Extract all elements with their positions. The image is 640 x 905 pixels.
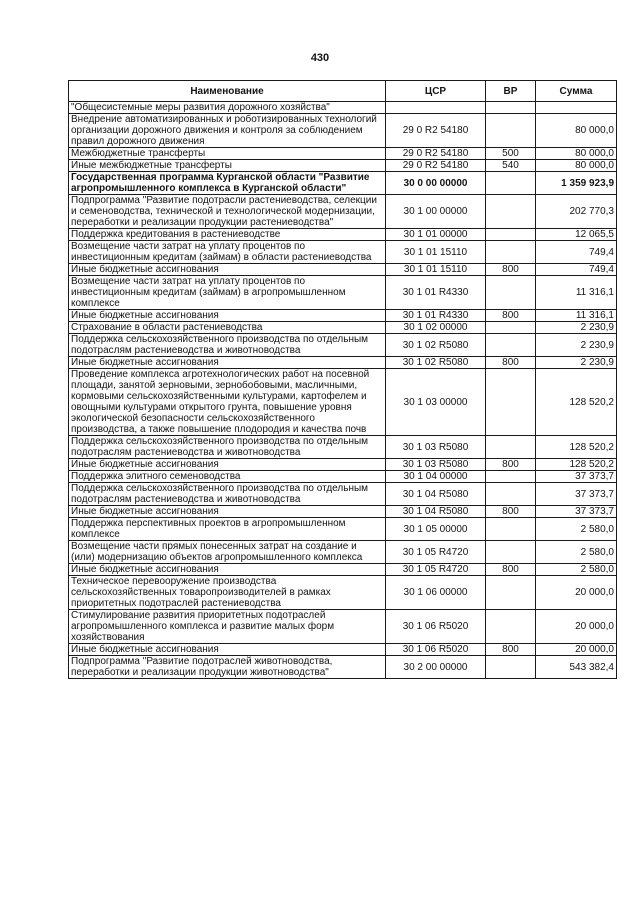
cell-sum: 2 580,0 xyxy=(536,541,617,564)
cell-vr: 800 xyxy=(486,459,536,471)
cell-sum: 128 520,2 xyxy=(536,459,617,471)
cell-sum: 1 359 923,9 xyxy=(536,172,617,195)
budget-table xyxy=(68,80,617,679)
cell-vr: 540 xyxy=(486,160,536,172)
cell-name: Поддержка сельскохозяйственного производства по отдельным подотраслям растениеводства и животноводства xyxy=(69,334,386,357)
cell-sum: 11 316,1 xyxy=(536,276,617,310)
header-vr: ВР xyxy=(486,81,536,102)
cell-vr xyxy=(486,483,536,506)
cell-name: Подпрограмма "Развитие подотрасли растениеводства, селекции и семеноводства, технической и технологической модернизации, переработки и реализации продукции растениеводства" xyxy=(69,195,386,229)
table-row xyxy=(69,229,617,241)
cell-vr xyxy=(486,229,536,241)
cell-vr xyxy=(486,518,536,541)
cell-csr: 29 0 R2 54180 xyxy=(386,160,486,172)
cell-vr xyxy=(486,471,536,483)
table-row xyxy=(69,114,617,148)
table-row xyxy=(69,506,617,518)
cell-sum: 202 770,3 xyxy=(536,195,617,229)
cell-vr xyxy=(486,102,536,114)
cell-vr xyxy=(486,610,536,644)
cell-csr: 30 1 01 15110 xyxy=(386,264,486,276)
cell-name: Подпрограмма "Развитие подотраслей животноводства, переработки и реализации продукции животноводства" xyxy=(69,656,386,679)
cell-name: Поддержка сельскохозяйственного производства по отдельным подотраслям растениеводства и животноводства xyxy=(69,436,386,459)
cell-sum: 543 382,4 xyxy=(536,656,617,679)
table-row xyxy=(69,471,617,483)
header-csr: ЦСР xyxy=(386,81,486,102)
table-header-row xyxy=(69,81,617,102)
cell-csr: 30 1 01 00000 xyxy=(386,229,486,241)
cell-name: Поддержка сельскохозяйственного производства по отдельным подотраслям растениеводства и животноводства xyxy=(69,483,386,506)
cell-sum: 128 520,2 xyxy=(536,369,617,436)
cell-vr xyxy=(486,656,536,679)
cell-name: Техническое перевооружение производства сельскохозяйственных товаропроизводителей в рамках приоритетных подотраслей растениеводства xyxy=(69,576,386,610)
cell-vr: 800 xyxy=(486,357,536,369)
cell-csr: 29 0 R2 54180 xyxy=(386,148,486,160)
table-body xyxy=(69,81,617,679)
cell-csr: 30 1 03 R5080 xyxy=(386,459,486,471)
table-row xyxy=(69,322,617,334)
cell-name: Возмещение части прямых понесенных затрат на создание и (или) модернизацию объектов агропромышленного комплекса xyxy=(69,541,386,564)
cell-vr xyxy=(486,334,536,357)
table-row xyxy=(69,334,617,357)
cell-vr: 800 xyxy=(486,264,536,276)
cell-sum: 37 373,7 xyxy=(536,471,617,483)
table-row xyxy=(69,610,617,644)
table-row xyxy=(69,102,617,114)
cell-name: Иные бюджетные ассигнования xyxy=(69,459,386,471)
cell-csr: 30 1 02 00000 xyxy=(386,322,486,334)
cell-vr: 800 xyxy=(486,564,536,576)
cell-csr: 29 0 R2 54180 xyxy=(386,114,486,148)
table-row xyxy=(69,436,617,459)
table-row xyxy=(69,518,617,541)
cell-csr: 30 1 01 15110 xyxy=(386,241,486,264)
cell-csr: 30 1 04 R5080 xyxy=(386,483,486,506)
cell-sum: 20 000,0 xyxy=(536,644,617,656)
table-row xyxy=(69,148,617,160)
table-row xyxy=(69,160,617,172)
cell-csr: 30 1 01 R4330 xyxy=(386,276,486,310)
table-row xyxy=(69,310,617,322)
cell-sum xyxy=(536,102,617,114)
cell-sum: 80 000,0 xyxy=(536,160,617,172)
cell-sum: 80 000,0 xyxy=(536,148,617,160)
table-row xyxy=(69,369,617,436)
cell-sum: 20 000,0 xyxy=(536,610,617,644)
cell-sum: 2 230,9 xyxy=(536,357,617,369)
cell-csr: 30 1 01 R4330 xyxy=(386,310,486,322)
cell-sum: 11 316,1 xyxy=(536,310,617,322)
header-sum: Сумма xyxy=(536,81,617,102)
cell-sum: 2 580,0 xyxy=(536,518,617,541)
cell-csr: 30 1 06 R5020 xyxy=(386,610,486,644)
cell-vr xyxy=(486,276,536,310)
cell-name: Поддержка элитного семеноводства xyxy=(69,471,386,483)
cell-sum: 128 520,2 xyxy=(536,436,617,459)
table-row xyxy=(69,541,617,564)
table-row xyxy=(69,276,617,310)
cell-sum: 2 230,9 xyxy=(536,322,617,334)
cell-name: Иные бюджетные ассигнования xyxy=(69,310,386,322)
cell-csr: 30 1 05 00000 xyxy=(386,518,486,541)
cell-name: Поддержка перспективных проектов в агропромышленном комплексе xyxy=(69,518,386,541)
cell-sum: 20 000,0 xyxy=(536,576,617,610)
table-row xyxy=(69,241,617,264)
cell-name: "Общесистемные меры развития дорожного хозяйства" xyxy=(69,102,386,114)
cell-vr xyxy=(486,172,536,195)
cell-csr: 30 1 02 R5080 xyxy=(386,334,486,357)
cell-name: Иные бюджетные ассигнования xyxy=(69,564,386,576)
cell-vr: 800 xyxy=(486,644,536,656)
header-name: Наименование xyxy=(69,81,386,102)
cell-sum: 2 580,0 xyxy=(536,564,617,576)
cell-vr xyxy=(486,114,536,148)
cell-csr: 30 1 06 00000 xyxy=(386,576,486,610)
cell-name: Возмещение части затрат на уплату процентов по инвестиционным кредитам (займам) в агропромышленном комплексе xyxy=(69,276,386,310)
cell-sum: 2 230,9 xyxy=(536,334,617,357)
cell-vr xyxy=(486,541,536,564)
cell-name: Государственная программа Курганской области "Развитие агропромышленного комплекса в Курганской области" xyxy=(69,172,386,195)
cell-name: Иные бюджетные ассигнования xyxy=(69,264,386,276)
table-row xyxy=(69,459,617,471)
cell-name: Страхование в области растениеводства xyxy=(69,322,386,334)
cell-vr xyxy=(486,241,536,264)
table-row xyxy=(69,195,617,229)
cell-sum: 80 000,0 xyxy=(536,114,617,148)
cell-vr xyxy=(486,576,536,610)
cell-vr: 500 xyxy=(486,148,536,160)
table-row xyxy=(69,564,617,576)
table-row xyxy=(69,357,617,369)
cell-csr: 30 1 03 R5080 xyxy=(386,436,486,459)
cell-vr: 800 xyxy=(486,310,536,322)
table-row xyxy=(69,172,617,195)
cell-csr: 30 2 00 00000 xyxy=(386,656,486,679)
cell-vr: 800 xyxy=(486,506,536,518)
cell-sum: 37 373,7 xyxy=(536,506,617,518)
cell-vr xyxy=(486,322,536,334)
table-row xyxy=(69,483,617,506)
cell-name: Иные межбюджетные трансферты xyxy=(69,160,386,172)
cell-csr: 30 1 05 R4720 xyxy=(386,564,486,576)
cell-name: Проведение комплекса агротехнологических работ на посевной площади, занятой зерновыми, зернобобовыми, масличными, кормовыми сельскохозяйственными культурами, картофелем и овощными культурами открытого грунта, повышение уровня экологической безопасности сельскохозяйственного производства, а также повышение плодородия и качества почв xyxy=(69,369,386,436)
cell-vr xyxy=(486,436,536,459)
cell-csr: 30 1 06 R5020 xyxy=(386,644,486,656)
cell-csr: 30 1 00 00000 xyxy=(386,195,486,229)
cell-csr: 30 1 03 00000 xyxy=(386,369,486,436)
cell-csr: 30 0 00 00000 xyxy=(386,172,486,195)
table-row xyxy=(69,656,617,679)
cell-name: Поддержка кредитования в растениеводстве xyxy=(69,229,386,241)
cell-name: Иные бюджетные ассигнования xyxy=(69,506,386,518)
cell-csr xyxy=(386,102,486,114)
cell-name: Межбюджетные трансферты xyxy=(69,148,386,160)
cell-vr xyxy=(486,369,536,436)
cell-name: Стимулирование развития приоритетных подотраслей агропромышленного комплекса и развитие малых форм хозяйствования xyxy=(69,610,386,644)
table-row xyxy=(69,576,617,610)
table-row xyxy=(69,264,617,276)
cell-csr: 30 1 04 R5080 xyxy=(386,506,486,518)
cell-sum: 749,4 xyxy=(536,264,617,276)
cell-sum: 749,4 xyxy=(536,241,617,264)
cell-sum: 37 373,7 xyxy=(536,483,617,506)
cell-csr: 30 1 04 00000 xyxy=(386,471,486,483)
cell-name: Внедрение автоматизированных и роботизированных технологий организации дорожного движения и контроля за соблюдением правил дорожного движения xyxy=(69,114,386,148)
cell-csr: 30 1 02 R5080 xyxy=(386,357,486,369)
cell-name: Иные бюджетные ассигнования xyxy=(69,357,386,369)
cell-sum: 12 065,5 xyxy=(536,229,617,241)
cell-csr: 30 1 05 R4720 xyxy=(386,541,486,564)
table-row xyxy=(69,644,617,656)
cell-name: Возмещение части затрат на уплату процентов по инвестиционным кредитам (займам) в области растениеводства xyxy=(69,241,386,264)
cell-vr xyxy=(486,195,536,229)
cell-name: Иные бюджетные ассигнования xyxy=(69,644,386,656)
page-number: 430 xyxy=(310,52,330,64)
